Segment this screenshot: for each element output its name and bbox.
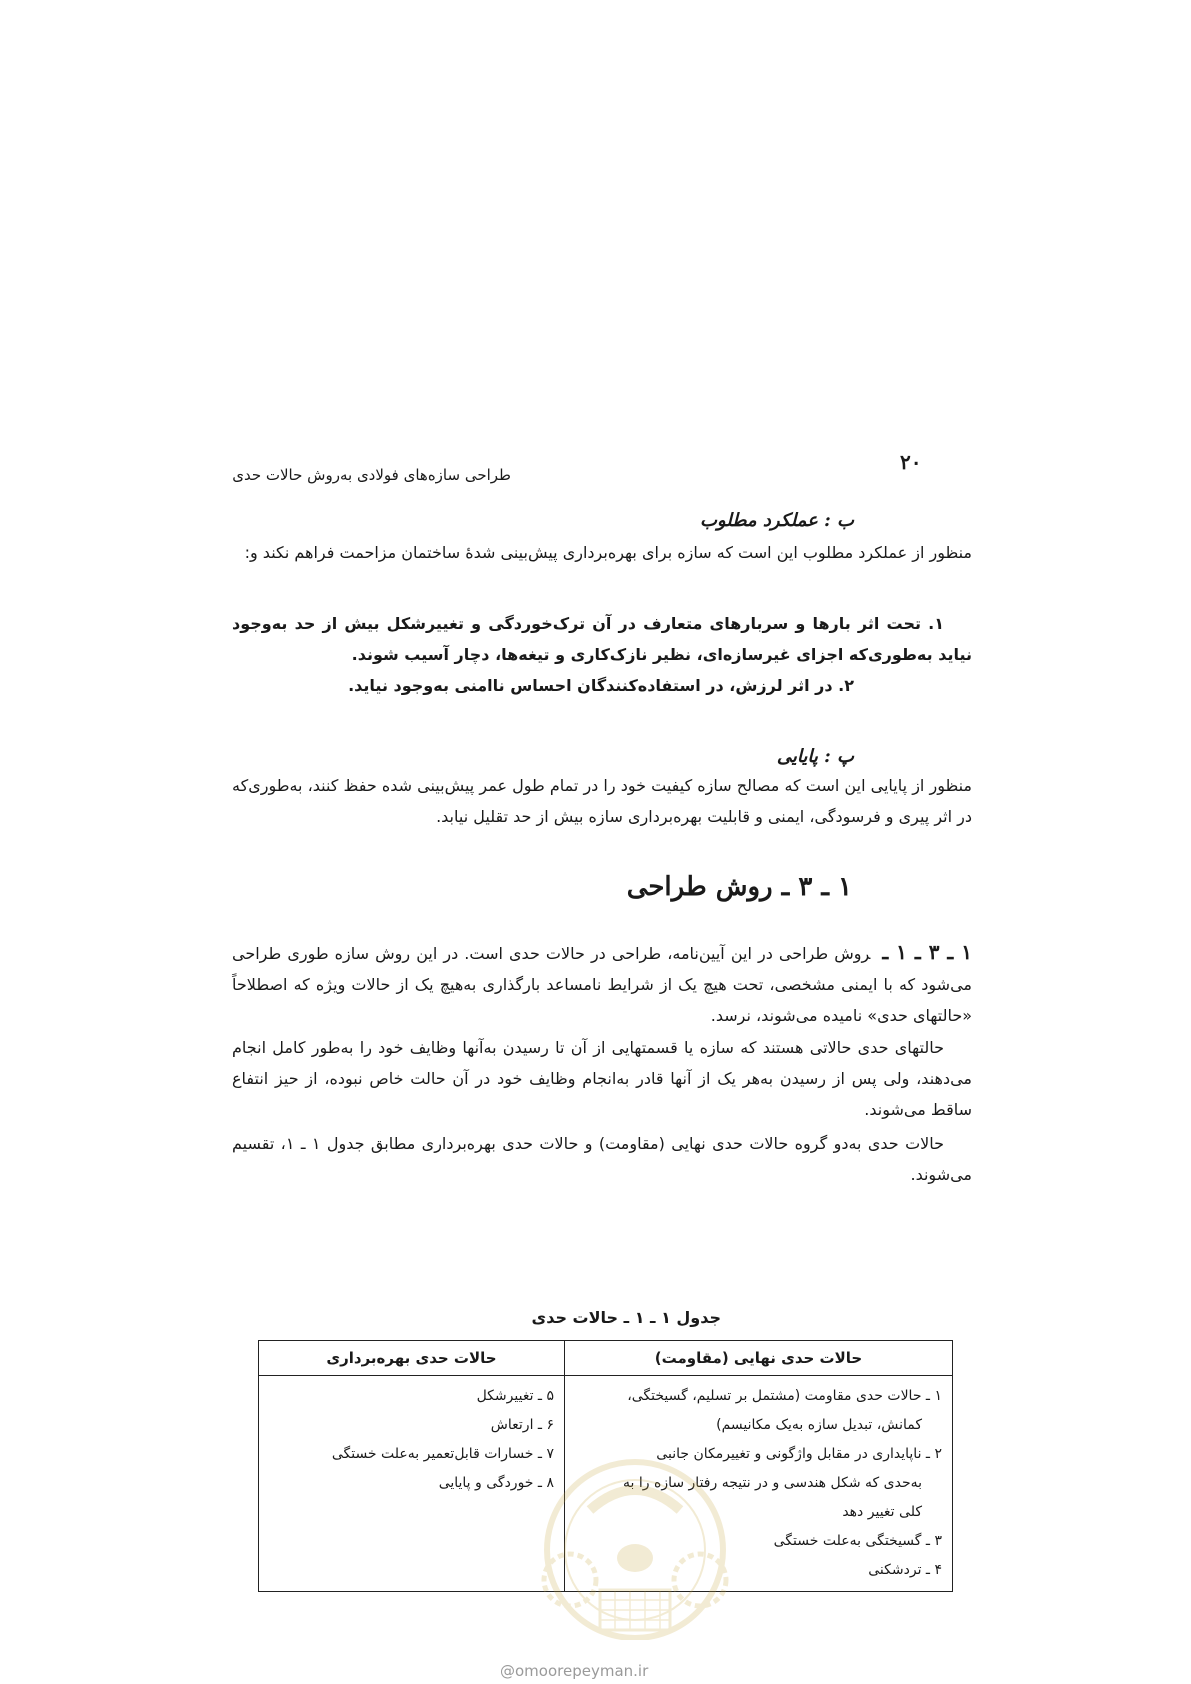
table-header-ultimate: حالات حدی نهایی (مقاومت) bbox=[564, 1341, 952, 1375]
table-line: ۲ ـ ناپایداری در مقابل واژگونی و تغییرمکان جانبی bbox=[656, 1446, 942, 1462]
table-caption: جدول ۱ ـ ۱ ـ حالات حدی bbox=[531, 1308, 721, 1327]
table-line: ۸ ـ خوردگی و پایایی bbox=[438, 1475, 554, 1491]
design-method-paragraph-1 bbox=[232, 937, 972, 1031]
table-line: ۷ ـ خسارات قابل‌تعمیر به‌علت خستگی bbox=[331, 1446, 554, 1462]
table-line: ۳ ـ گسیختگی به‌علت خستگی bbox=[773, 1533, 942, 1549]
performance-intro-paragraph: منظور از عملکرد مطلوب این است که سازه برای بهره‌برداری پیش‌بینی شدهٔ ساختمان مزاحمت فراهم نکند و: bbox=[244, 543, 972, 562]
subsection-number: ۱ ـ ۳ ـ ۱ ـ bbox=[882, 940, 972, 964]
design-method-paragraph-3: حالات حدی به‌دو گروه حالات حدی نهایی (مقاومت) و حالات حدی بهره‌برداری مطابق جدول ۱ ـ ۱، تقسیم می‌شوند. bbox=[232, 1134, 972, 1184]
table-line: کمانش، تبدیل سازه به‌یک مکانیسم) bbox=[716, 1417, 922, 1433]
site-watermark: @omoorepeyman.ir bbox=[500, 1662, 649, 1680]
section-heading-performance: ب : عملکرد مطلوب bbox=[700, 510, 854, 531]
design-method-paragraph-1-text: روش طراحی در این آیین‌نامه، طراحی در حالات حدی است. در این روش سازه طوری طراحی می‌شود که با ایمنی مشخصی، تحت هیچ یک از شرایط نامساعد بارگذاری به‌هیچ یک از حالات ویژه که اصطلاحاً «حالتهای حدی» نامیده می‌شوند، نرسد. bbox=[232, 944, 972, 1025]
section-heading-durability: پ : پایایی bbox=[776, 746, 854, 767]
durability-paragraph: منظور از پایایی این است که مصالح سازه کیفیت خود را در تمام طول عمر پیش‌بینی شده حفظ کنند، به‌طوری‌که در اثر پیری و فرسودگی، ایمنی و قابلیت بهره‌برداری سازه بیش از حد تقلیل نیابد. bbox=[232, 776, 972, 826]
performance-item-1: ۱. تحت اثر بارها و سربارهای متعارف در آن ترک‌خوردگی و تغییرشکل بیش از حد به‌وجود نیاید به‌طوری‌که اجزای غیرسازه‌ای، نظیر نازک‌کاری و تیغه‌ها، دچار آسیب شوند. bbox=[232, 614, 972, 664]
design-method-paragraph-2: حالتهای حدی حالاتی هستند که سازه یا قسمتهایی از آن تا رسیدن به‌آنها وظایف خود را به‌طور کامل انجام می‌دهند، ولی پس از رسیدن به‌هر یک از آنها قادر به‌انجام وظایف خود در آن حالت خاص نبوده، از حیز انتفاع ساقط می‌شوند. bbox=[232, 1038, 972, 1119]
table-header-serviceability: حالات حدی بهره‌برداری bbox=[326, 1349, 497, 1367]
table-header-row bbox=[259, 1341, 952, 1376]
page-number: ۲۰ bbox=[900, 450, 922, 474]
table-line: ۱ ـ حالات حدی مقاومت (مشتمل بر تسلیم، گسیختگی، bbox=[627, 1388, 942, 1404]
table-line: به‌حدی که شکل هندسی و در نتیجه رفتار سازه را به bbox=[623, 1475, 922, 1491]
running-header: طراحی سازه‌های فولادی به‌روش حالات حدی bbox=[232, 466, 511, 484]
table-line: ۶ ـ ارتعاش bbox=[490, 1417, 554, 1433]
table-line: کلی تغییر دهد bbox=[842, 1504, 922, 1520]
publisher-logo-watermark bbox=[490, 1440, 780, 1640]
chapter-heading-design-method: ۱ ـ ۳ ـ روش طراحی bbox=[626, 872, 852, 902]
table-line: ۴ ـ تردشکنی bbox=[868, 1562, 942, 1578]
table-line: ۵ ـ تغییرشکل bbox=[476, 1388, 554, 1404]
performance-item-2: ۲. در اثر لرزش، در استفاده‌کنندگان احساس ناامنی به‌وجود نیاید. bbox=[348, 676, 854, 695]
